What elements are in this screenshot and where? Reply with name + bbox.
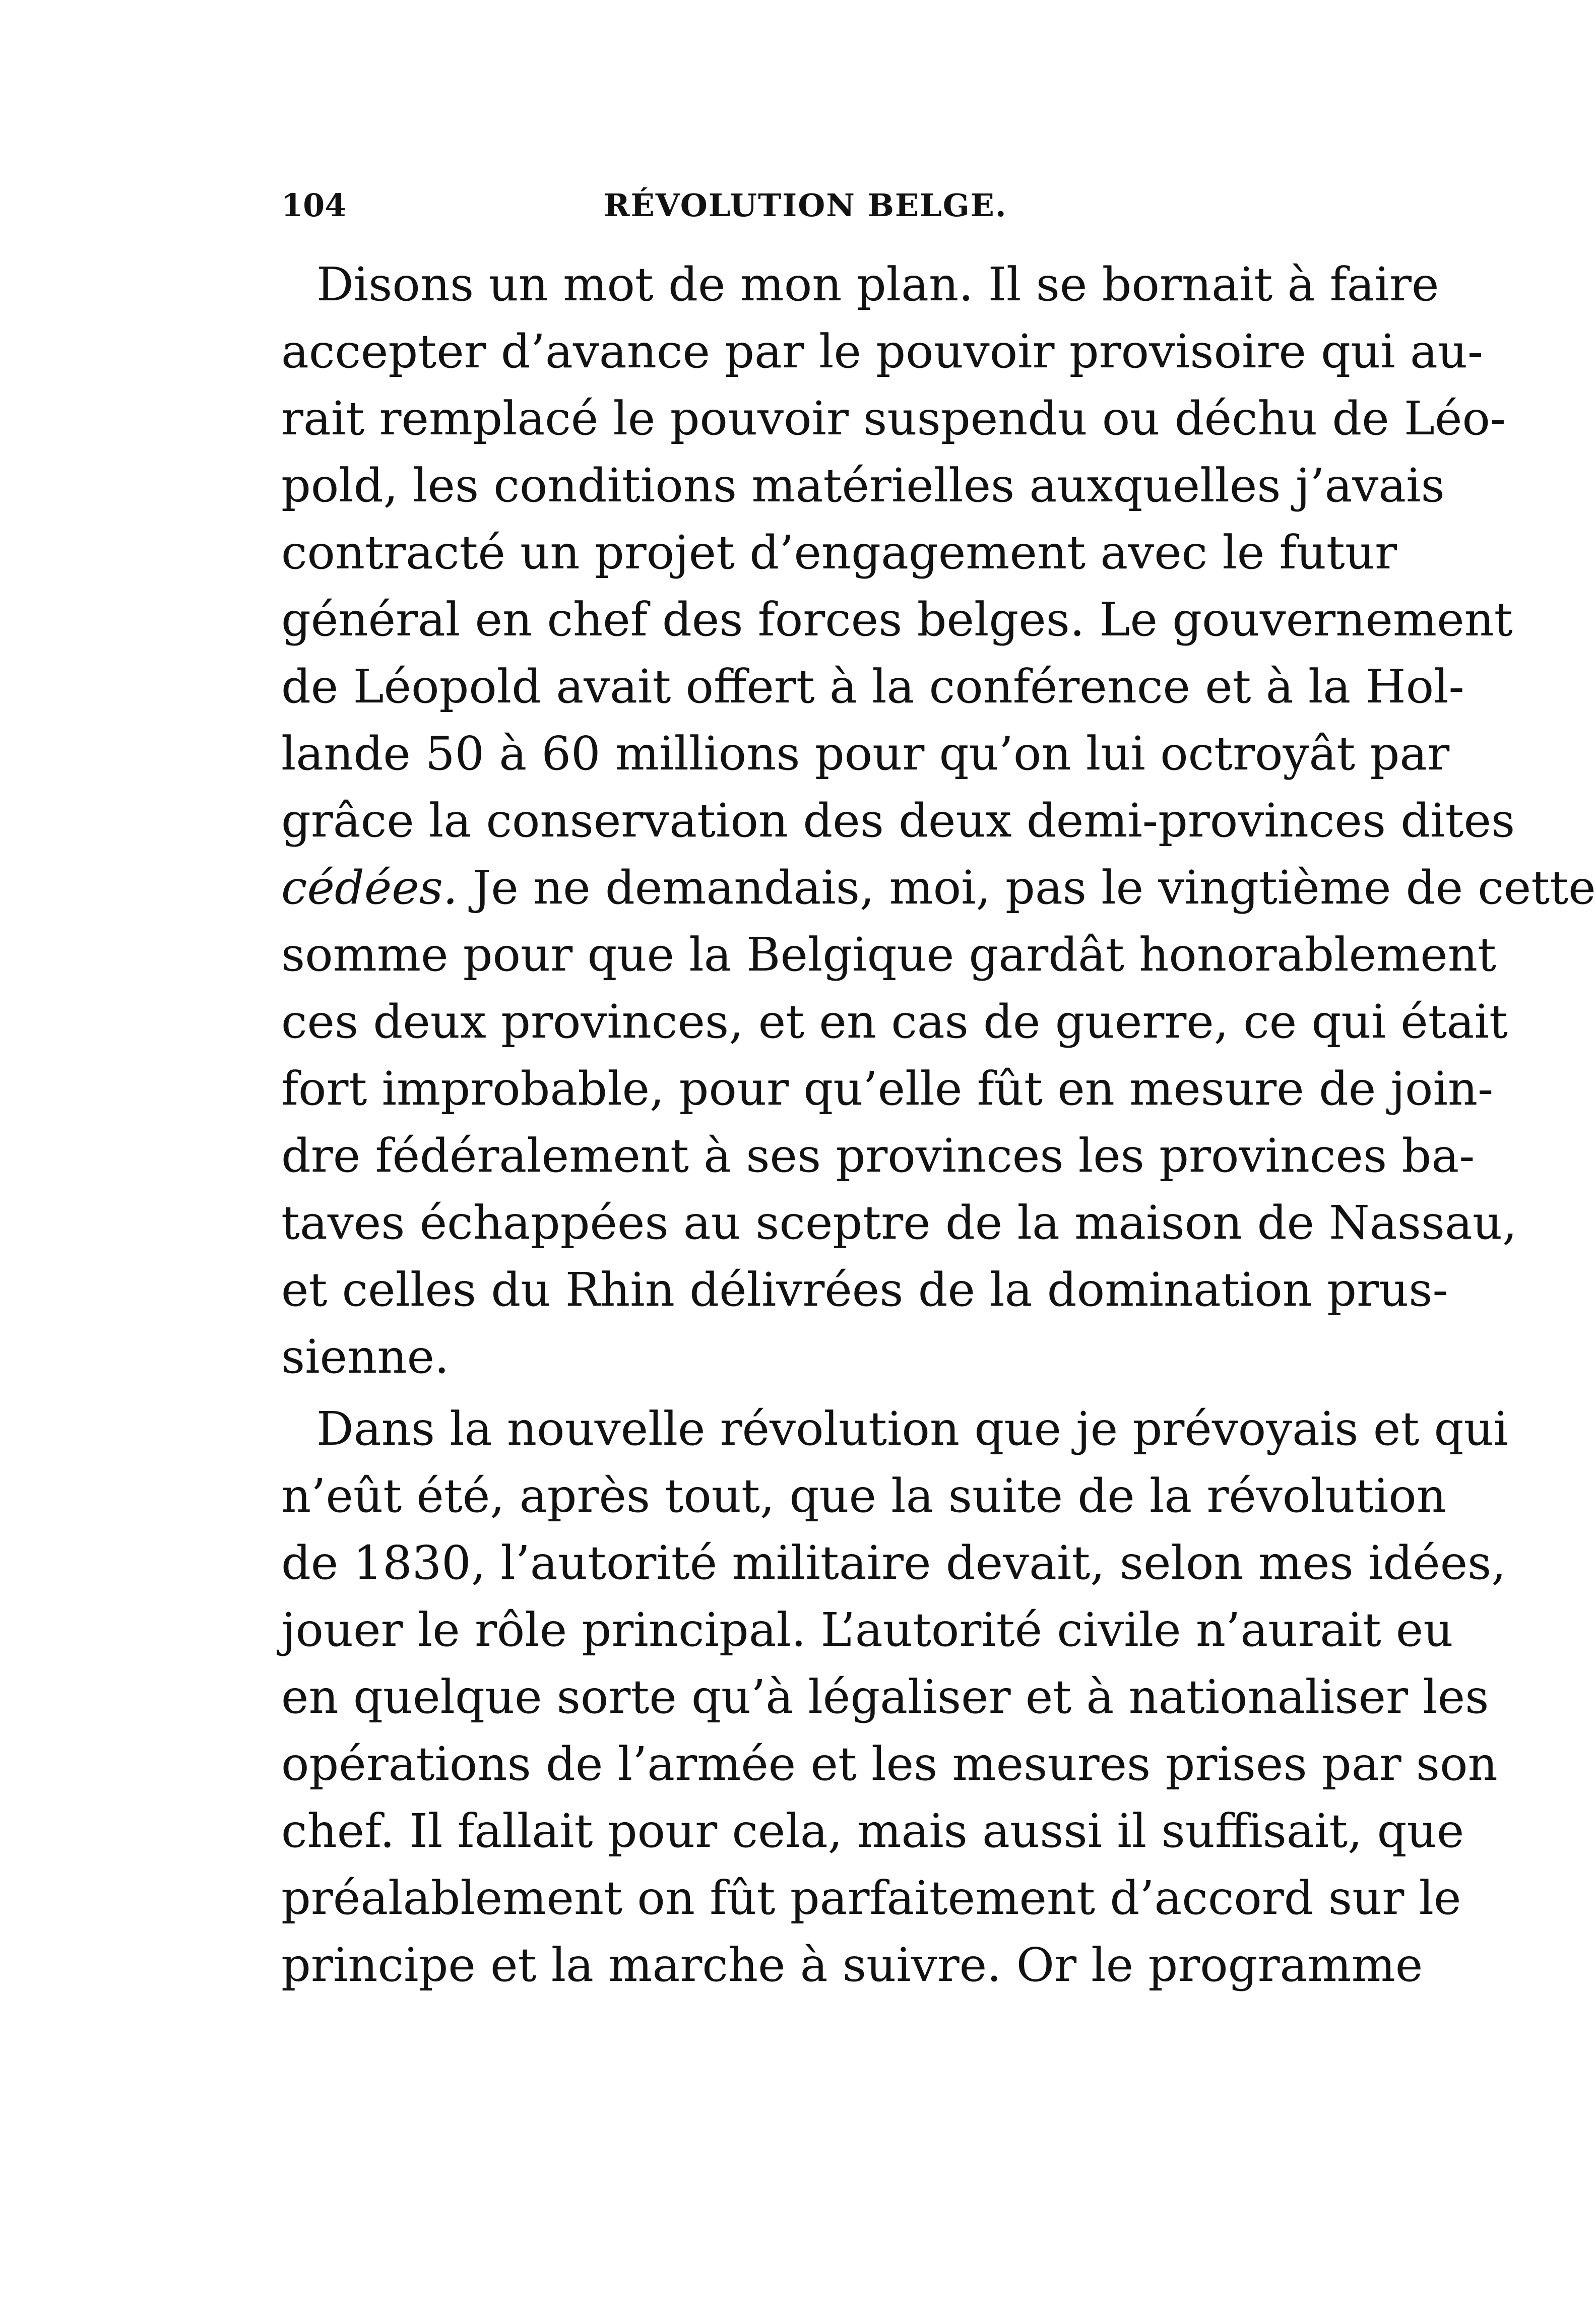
page-number: 104	[281, 187, 347, 224]
text-line: sienne.	[281, 1330, 450, 1384]
text-line: dre fédéralement à ses provinces les provinces ba-	[281, 1129, 1475, 1183]
text-line: de Léopold avait offert à la conférence et à la Hol-	[281, 660, 1464, 714]
text-line: général en chef des forces belges. Le gouvernement	[281, 593, 1513, 647]
text-line: contracté un projet d’engagement avec le futur	[281, 526, 1397, 580]
body-text	[281, 251, 1596, 1999]
text-line: opérations de l’armée et les mesures prises par son	[281, 1737, 1498, 1791]
text-line: préalablement on fût parfaitement d’accord sur le	[281, 1871, 1461, 1925]
text-line: taves échappées au sceptre de la maison de Nassau,	[281, 1196, 1517, 1250]
running-head	[281, 180, 1329, 231]
text-line: somme pour que la Belgique gardât honorablement	[281, 928, 1496, 982]
text-line: et celles du Rhin délivrées de la domination prus-	[281, 1263, 1448, 1317]
text-line: ces deux provinces, et en cas de guerre, ce qui était	[281, 995, 1508, 1049]
text-line: rait remplacé le pouvoir suspendu ou déchu de Léo-	[281, 392, 1506, 445]
text-line: lande 50 à 60 millions pour qu’on lui octroyât par	[281, 727, 1450, 781]
paragraph-2	[281, 1395, 1509, 1999]
text-line: pold, les conditions matérielles auxquelles j’avais	[281, 459, 1445, 512]
running-title: RÉVOLUTION BELGE.	[604, 187, 1007, 224]
text-line	[281, 854, 1596, 921]
text-run: Je ne demandais, moi, pas le vingtième de cette	[458, 861, 1596, 915]
text-line: chef. Il fallait pour cela, mais aussi il suffisait, que	[281, 1804, 1464, 1858]
text-line: jouer le rôle principal. L’autorité civile n’aurait eu	[281, 1603, 1453, 1657]
italic-word: cédées.	[281, 861, 458, 915]
text-line: de 1830, l’autorité militaire devait, selon mes idées,	[281, 1536, 1506, 1590]
paragraph-1	[281, 251, 1596, 1390]
text-line: Disons un mot de mon plan. Il se bornait à faire	[316, 258, 1439, 311]
text-line: accepter d’avance par le pouvoir provisoire qui au-	[281, 325, 1484, 378]
text-line: principe et la marche à suivre. Or le programme	[281, 1938, 1423, 1992]
text-line: grâce la conservation des deux demi-provinces dites	[281, 794, 1515, 848]
text-line: n’eût été, après tout, que la suite de la révolution	[281, 1469, 1446, 1523]
text-line: fort improbable, pour qu’elle fût en mesure de join-	[281, 1062, 1494, 1116]
text-line: Dans la nouvelle révolution que je prévoyais et qui	[316, 1402, 1509, 1456]
text-line: en quelque sorte qu’à légaliser et à nationaliser les	[281, 1670, 1489, 1724]
